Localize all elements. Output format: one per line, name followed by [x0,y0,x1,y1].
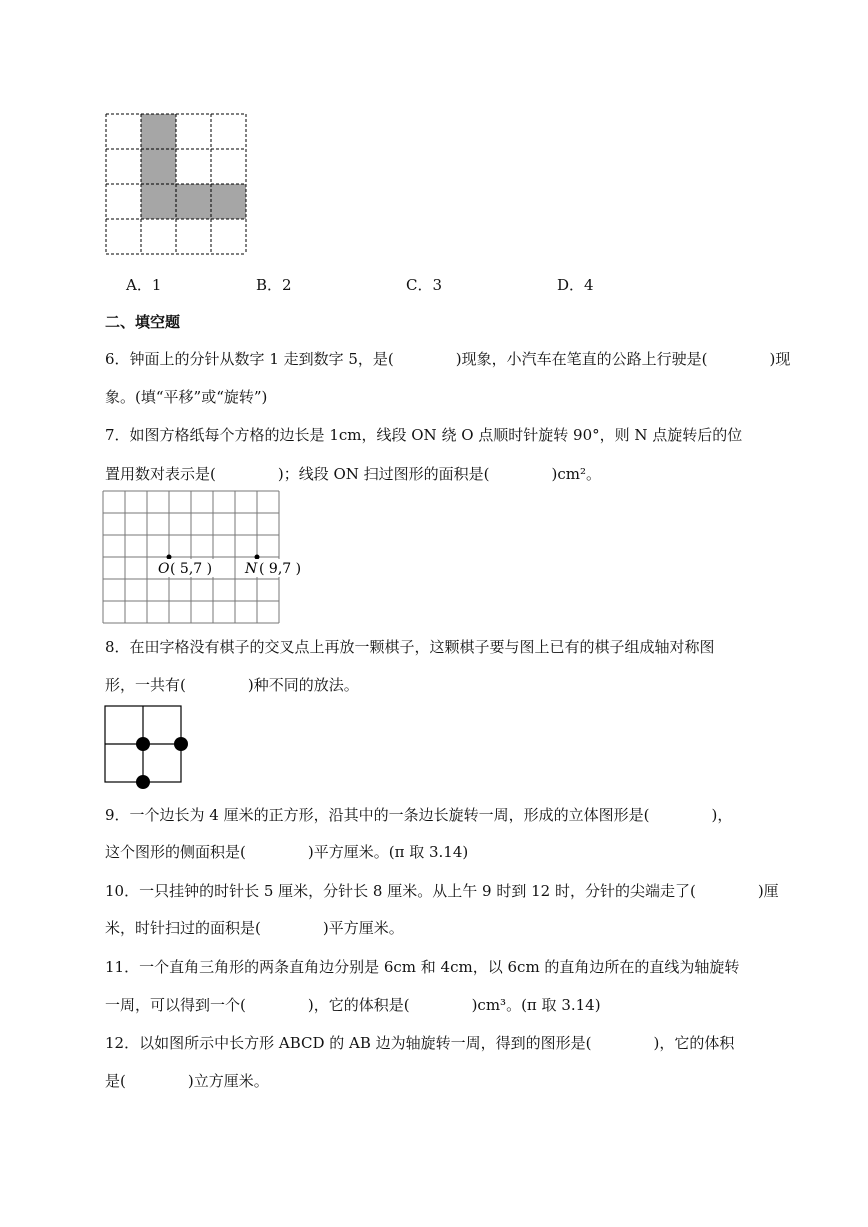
q6-line-1 [105,349,790,369]
point-o-label: O [158,561,170,577]
shaded-cell [176,184,211,219]
q8-text-b: )种不同的放法。 [247,676,359,694]
point-n-label: N [245,561,258,577]
q11-line-2 [105,995,601,1015]
point-o-coord: ( 5,7 ) [170,561,213,577]
point-n [255,555,260,560]
q9-line-2 [105,842,468,862]
q10-text-c: 米，时针扫过的面积是( [105,919,261,937]
q9-text-d: )平方厘米。(π 取 3.14) [307,843,469,861]
q6-text-b: )现象，小汽车在笔直的公路上行驶是( [455,350,708,368]
q10-text-a: 10．一只挂钟的时针长 5 厘米，分针长 8 厘米。从上午 9 时到 12 时，分针的尖端走了( [105,882,696,900]
q12-line-2 [105,1071,269,1091]
point-o [167,555,172,560]
q6-text-c: )现 [769,350,791,368]
q6-text-a: 6．钟面上的分针从数字 1 走到数字 5，是( [105,350,394,368]
chess-piece [136,737,150,751]
q12-text-a: 12．以如图所示中长方形 ABCD 的 AB 边为轴旋转一周，得到的图形是( [105,1034,592,1052]
q9-text-b: )， [711,806,733,824]
q7-grid-figure [103,491,302,623]
q9-text-c: 这个图形的侧面积是( [105,843,246,861]
q10-text-d: )平方厘米。 [322,919,404,937]
q8-line-1: 8．在田字格没有棋子的交叉点上再放一颗棋子，这颗棋子要与图上已有的棋子组成轴对称图 [105,638,715,656]
q12-text-c: 是( [105,1072,126,1090]
q7-text-a: 置用数对表示是( [105,465,216,483]
q10-line-2 [105,918,404,938]
q7-text-c: )cm²。 [551,465,602,483]
shaded-cell [141,184,176,219]
option-c: C．3 [406,276,443,294]
q10-line-1 [105,881,779,901]
q10-text-b: )厘 [757,882,779,900]
q11-text-b: )，它的体积是( [307,996,410,1014]
chess-piece [174,737,188,751]
q12-line-1 [105,1033,734,1053]
shaded-cell [211,184,246,219]
q8-tianzi-figure [105,706,183,784]
q5-grid-figure [106,114,246,254]
q7-text-b: )；线段 ON 扫过图形的面积是( [277,465,490,483]
option-a: A．1 [126,276,162,294]
q8-text-a: 形，一共有( [105,676,186,694]
section-title: 二、填空题 [105,313,181,331]
shaded-cell [141,114,176,149]
q11-text-c: )cm³。(π 取 3.14) [471,996,601,1014]
q6-line-2: 象。(填“平移”或“旋转”) [105,388,268,406]
chess-piece [136,775,150,789]
q7-line-1: 7．如图方格纸每个方格的边长是 1cm，线段 ON 绕 O 点顺时针旋转 90°，则 N 点旋转后的位 [105,426,743,444]
q11-text-a: 一周，可以得到一个( [105,996,246,1014]
q12-text-b: )，它的体积 [653,1034,735,1052]
q11-line-1: 11．一个直角三角形的两条直角边分别是 6cm 和 4cm，以 6cm 的直角边所在的直线为轴旋转 [105,958,740,976]
q8-line-2 [105,675,359,695]
option-b: B．2 [256,276,292,294]
shaded-cell [141,149,176,184]
q12-text-d: )立方厘米。 [187,1072,269,1090]
q9-line-1 [105,805,732,825]
option-d: D．4 [557,276,594,294]
q7-line-2 [105,464,601,484]
point-n-coord: ( 9,7 ) [259,561,302,577]
q9-text-a: 9．一个边长为 4 厘米的正方形，沿其中的一条边长旋转一周，形成的立体图形是( [105,806,650,824]
